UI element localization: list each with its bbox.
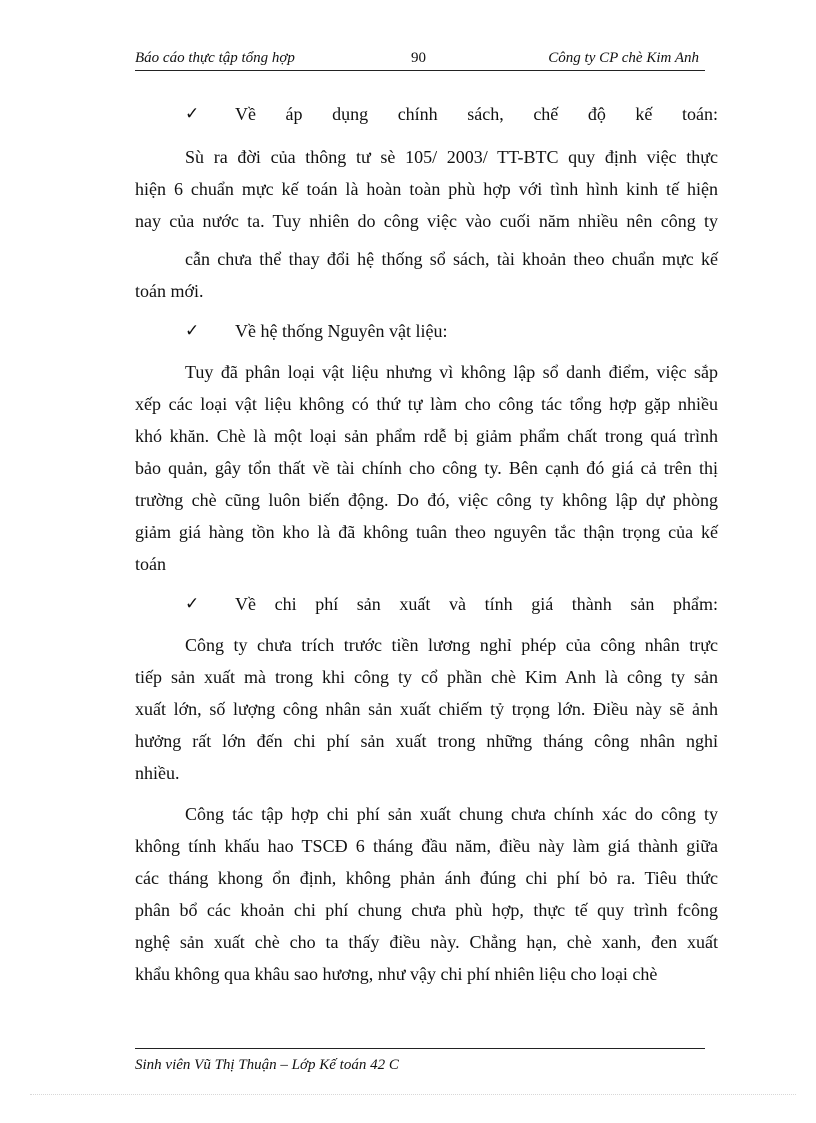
paragraph-line: trường chè cũng luôn biến động. Do đó, việc công ty không lập dự phòng (135, 490, 718, 510)
paragraph-line: xuất lớn, số lượng công nhân sản xuất chiếm tỷ trọng lớn. Điều này sẽ ảnh (135, 699, 718, 719)
page-header (135, 48, 705, 71)
paragraph-line: Tuy đã phân loại vật liệu nhưng vì không lập sổ danh điểm, việc sắp (185, 362, 718, 382)
paragraph-line: bảo quản, gây tổn thất về tài chính cho công ty. Bên cạnh đó giá cả trên thị (135, 458, 718, 478)
paragraph-line: các tháng khong ổn định, không phản ánh đúng chi phí bỏ ra. Tiêu thức (135, 868, 718, 888)
footer-student-info: Sinh viên Vũ Thị Thuận – Lớp Kế toán 42 C (135, 1057, 399, 1073)
paragraph-line: nghệ sản xuất chè cho ta thấy điều này. Chẳng hạn, chè xanh, đen xuất (135, 932, 718, 952)
section-heading-text: Về hệ thống Nguyên vật liệu: (235, 321, 448, 341)
check-mark-icon: ✓ (185, 321, 200, 341)
paragraph-line: khó khăn. Chè là một loại sản phẩm rdễ bị giảm phẩm chất trong quá trình (135, 426, 718, 446)
page-edge-divider (30, 1094, 796, 1095)
paragraph-line: Công ty chưa trích trước tiền lương nghỉ phép của công nhân trực (185, 635, 718, 655)
section-heading-text: Về áp dụng chính sách, chế độ kế toán: (235, 104, 718, 124)
paragraph-line: cẫn chưa thể thay đổi hệ thống sổ sách, tài khoản theo chuẩn mực kế (185, 249, 718, 269)
paragraph-line: hiện 6 chuẩn mực kế toán là hoàn toàn phù hợp với tình hình kinh tế hiện (135, 179, 718, 199)
paragraph-line: tiếp sản xuất mà trong khi công ty cổ phần chè Kim Anh là công ty sản (135, 667, 718, 687)
paragraph-line: xếp các loại vật liệu không có thứ tự làm cho công tác tổng hợp gặp nhiều (135, 394, 718, 414)
section-heading-text: Về chi phí sản xuất và tính giá thành sản phẩm: (235, 594, 718, 614)
paragraph-line: khẩu không qua khâu sao hương, như vậy chi phí nhiên liệu cho loại chè (135, 964, 658, 984)
paragraph-line: Sù ra đời của thông tư sè 105/ 2003/ TT-BTC quy định việc thực (185, 147, 718, 167)
page-number: 90 (411, 50, 426, 66)
header-company-name: Công ty CP chè Kim Anh (548, 50, 699, 66)
check-mark-icon: ✓ (185, 104, 200, 124)
paragraph-line: nay của nước ta. Tuy nhiên do công việc vào cuối năm nhiều nên công ty (135, 211, 718, 231)
paragraph-line: nhiều. (135, 763, 180, 783)
paragraph-line: hưởng rất lớn đến chi phí sản xuất trong những tháng công nhân nghỉ (135, 731, 718, 751)
paragraph-line: không tính khấu hao TSCĐ 6 tháng đầu năm, điều này làm giá thành giữa (135, 836, 718, 856)
paragraph-line: Công tác tập hợp chi phí sản xuất chung chưa chính xác do công ty (185, 804, 718, 824)
check-mark-icon: ✓ (185, 594, 200, 614)
header-report-title: Báo cáo thực tập tổng hợp (135, 50, 295, 66)
page-footer (135, 1048, 705, 1074)
paragraph-line: giảm giá hàng tồn kho là đã không tuân theo nguyên tắc thận trọng của kế (135, 522, 718, 542)
paragraph-line: phân bổ các khoản chi phí chung chưa phù hợp, thực tế quy trình fcông (135, 900, 718, 920)
paragraph-line: toán mới. (135, 281, 204, 301)
paragraph-line: toán (135, 554, 166, 574)
